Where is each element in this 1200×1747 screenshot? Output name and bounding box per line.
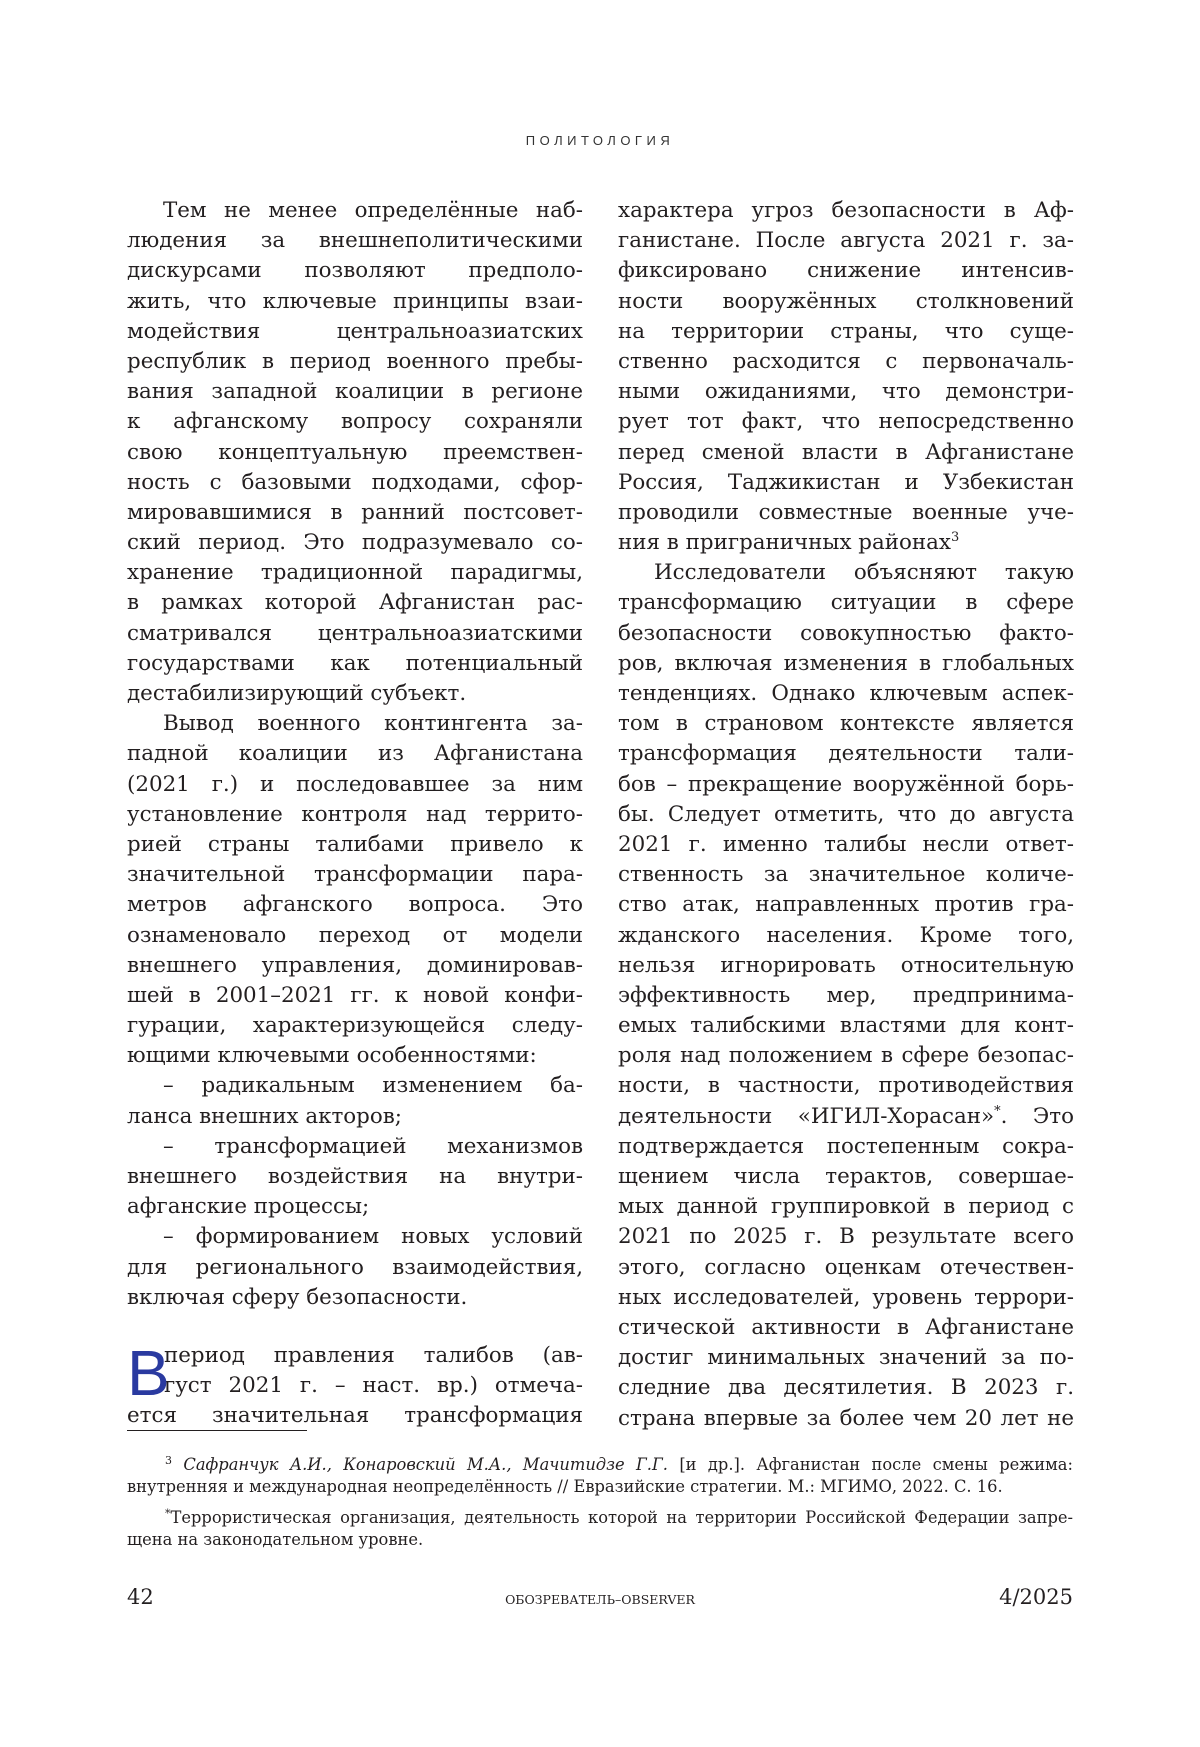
text-line: бов – прекращение вооружённой борь- xyxy=(618,771,1074,797)
dropcap-paragraph xyxy=(127,1336,583,1432)
footnote-asterisk xyxy=(127,1501,1073,1553)
text-line: ознаменовало переход от модели xyxy=(127,922,583,948)
text-line: трансформацию ситуации в сфере xyxy=(618,590,1074,616)
text-line: щением числа терактов, совершае- xyxy=(618,1164,1074,1189)
text-fragment: деятельности «ИГИЛ-Хорасан» xyxy=(618,1103,995,1129)
page-number: 42 xyxy=(127,1585,154,1609)
text-line: к афганскому вопросу сохраняли xyxy=(127,409,583,435)
text-line: рует тот факт, что непосредственно xyxy=(618,409,1074,435)
text-line: шей в 2001–2021 гг. к новой конфи- xyxy=(127,982,583,1008)
text-line: хранение традиционной парадигмы, xyxy=(127,560,583,586)
text-line: ский период. Это подразумевало со- xyxy=(127,530,583,556)
text-line: фиксировано снижение интенсив- xyxy=(618,258,1074,284)
section-header: ПОЛИТОЛОГИЯ xyxy=(525,133,675,148)
left-column xyxy=(127,196,583,1432)
text-line: мых данной группировкой в период с xyxy=(618,1194,1074,1220)
text-line: емых талибскими властями для конт- xyxy=(618,1013,1074,1039)
footnote-divider xyxy=(127,1430,307,1431)
text-line: ланса внешних акторов; xyxy=(127,1103,403,1129)
text-line xyxy=(618,528,1074,558)
text-line: ственность за значительное количе- xyxy=(618,862,1074,888)
text-line: период правления талибов (ав- xyxy=(164,1342,583,1368)
text-line: ности, в частности, противодействия xyxy=(618,1073,1074,1099)
text-line: ность с базовыми подходами, сфор- xyxy=(127,469,583,495)
text-line: включая сферу безопасности. xyxy=(127,1284,468,1310)
issue-number: 4/2025 xyxy=(999,1585,1073,1609)
text-fragment: Террористическая организация, деятельность которой на территории Российской Федерации запре- xyxy=(170,1508,1073,1527)
text-line: в рамках которой Афганистан рас- xyxy=(127,590,583,616)
footnote-line: внутренняя и международная неопределённость // Евразийские стратегии. М.: МГИМО, 2022. С. 16. xyxy=(127,1477,1003,1496)
text-line xyxy=(618,1102,1074,1132)
text-line: ров, включая изменения в глобальных xyxy=(618,650,1074,676)
text-line: стической активности в Афганистане xyxy=(618,1314,1074,1340)
paragraph-4 xyxy=(618,558,1074,1433)
text-line: страна впервые за более чем 20 лет не xyxy=(618,1405,1074,1431)
section-spacer xyxy=(127,1313,583,1341)
text-line: ганистане. После августа 2021 г. за- xyxy=(618,228,1074,254)
footnote-ref-3[interactable]: 3 xyxy=(950,529,960,545)
text-line: республик в период военного пребы- xyxy=(127,348,583,374)
text-line: рией страны талибами привело к xyxy=(127,831,583,857)
text-line: ности вооружённых столкновений xyxy=(618,288,1074,314)
text-line: 2021 г. именно талибы несли ответ- xyxy=(618,831,1074,857)
paragraph-1 xyxy=(127,196,583,709)
text-line: проводили совместные военные уче- xyxy=(618,499,1074,525)
text-line: вания западной коалиции в регионе xyxy=(127,379,583,405)
text-line: характера угроз безопасности в Аф- xyxy=(618,198,1074,223)
text-line: – формированием новых условий xyxy=(163,1224,583,1250)
text-line: ными ожиданиями, что демонстри- xyxy=(618,379,1074,405)
text-line: государствами как потенциальный xyxy=(127,650,583,676)
text-line: жить, что ключевые принципы взаи- xyxy=(127,288,583,314)
text-line: ется значительная трансформация xyxy=(127,1403,583,1429)
text-line: перед сменой власти в Афганистане xyxy=(618,439,1074,465)
text-fragment: . Это xyxy=(1000,1103,1074,1129)
footnote-mark: * xyxy=(165,1507,171,1520)
text-line: следние два десятилетия. В 2023 г. xyxy=(618,1375,1074,1401)
text-line: на территории страны, что суще- xyxy=(618,318,1074,344)
text-line: жданского населения. Кроме того, xyxy=(618,922,1074,948)
text-line: подтверждается постепенным сокра- xyxy=(618,1133,1074,1159)
text-line: людения за внешнеполитическими xyxy=(127,228,583,254)
text-line: Вывод военного контингента за- xyxy=(163,711,583,737)
text-line: трансформация деятельности тали- xyxy=(618,741,1074,767)
text-line: эффективность мер, предпринима- xyxy=(618,982,1074,1008)
text-line: мировавшимися в ранний постсовет- xyxy=(127,499,583,525)
bullet-item-2 xyxy=(127,1132,583,1223)
journal-title: ОБОЗРЕВАТЕЛЬ–OBSERVER xyxy=(505,1592,695,1607)
footnote-ref-asterisk[interactable]: * xyxy=(994,1103,1001,1119)
text-line: значительной трансформации пара- xyxy=(127,862,583,888)
paragraph-2 xyxy=(127,709,583,1071)
text-line: нельзя игнорировать относительную xyxy=(618,952,1074,978)
text-line: модействия центральноазиатских xyxy=(127,318,583,344)
text-line: внешнего воздействия на внутри- xyxy=(127,1164,583,1189)
footnote-3 xyxy=(127,1448,1073,1500)
footnote-line xyxy=(127,1448,1073,1474)
text-line: дестабилизирующий субъект. xyxy=(127,681,467,706)
text-line: метров афганского вопроса. Это xyxy=(127,892,583,918)
footnote-number: 3 xyxy=(165,1454,172,1467)
text-line: этого, согласно оценкам отечествен- xyxy=(618,1254,1074,1280)
text-line: сматривался центральноазиатскими xyxy=(127,620,583,646)
text-line: бы. Следует отметить, что до августа xyxy=(618,801,1074,827)
text-line: внешнего управления, доминировав- xyxy=(127,952,583,978)
text-line: ство атак, направленных против гра- xyxy=(618,892,1074,918)
text-line: гурации, характеризующейся следу- xyxy=(127,1013,583,1039)
bullet-item-3 xyxy=(127,1222,583,1313)
paragraph-3 xyxy=(618,196,1074,558)
text-line: ственно расходится с первоначаль- xyxy=(618,348,1074,374)
footnote-line: щена на законодательном уровне. xyxy=(127,1530,424,1549)
text-line: дискурсами позволяют предполо- xyxy=(127,258,583,284)
footnote-line xyxy=(127,1501,1073,1527)
text-fragment: [и др.]. Афганистан после смены режима: xyxy=(667,1455,1073,1474)
text-line: ных исследователей, уровень террори- xyxy=(618,1284,1074,1310)
text-line: Исследователи объясняют такую xyxy=(654,560,1074,586)
text-line: густ 2021 г. – наст. вр.) отмеча- xyxy=(164,1373,583,1399)
text-line: – трансформацией механизмов xyxy=(163,1133,583,1159)
text-line: (2021 г.) и последовавшее за ним xyxy=(127,771,583,797)
text-line: падной коалиции из Афганистана xyxy=(127,741,583,767)
text-line: безопасности совокупностью факто- xyxy=(618,620,1074,646)
text-line: Россия, Таджикистан и Узбекистан xyxy=(618,469,1074,495)
right-column xyxy=(618,196,1074,1434)
text-line: для регионального взаимодействия, xyxy=(127,1254,583,1280)
text-line: роля над положением в сфере безопас- xyxy=(618,1043,1074,1069)
bullet-item-1 xyxy=(127,1071,583,1131)
footnote-authors: Сафранчук А.И., Конаровский М.А., Мачитидзе Г.Г. xyxy=(183,1455,668,1474)
text-line: ющими ключевыми особенностями: xyxy=(127,1043,537,1069)
text-line: свою концептуальную преемствен- xyxy=(127,439,583,465)
text-line: том в страновом контексте является xyxy=(618,711,1074,737)
text-line: 2021 по 2025 г. В результате всего xyxy=(618,1224,1074,1250)
text-line: установление контроля над террито- xyxy=(127,801,583,827)
text-line: достиг минимальных значений за по- xyxy=(618,1345,1074,1371)
text-line: тенденциях. Однако ключевым аспек- xyxy=(618,681,1074,706)
drop-cap: В xyxy=(127,1336,170,1409)
text-line: – радикальным изменением ба- xyxy=(163,1073,583,1099)
text-line: афганские процессы; xyxy=(127,1194,370,1220)
text-fragment: ния в приграничных районах xyxy=(618,530,951,556)
text-line: Тем не менее определённые наб- xyxy=(163,198,583,223)
